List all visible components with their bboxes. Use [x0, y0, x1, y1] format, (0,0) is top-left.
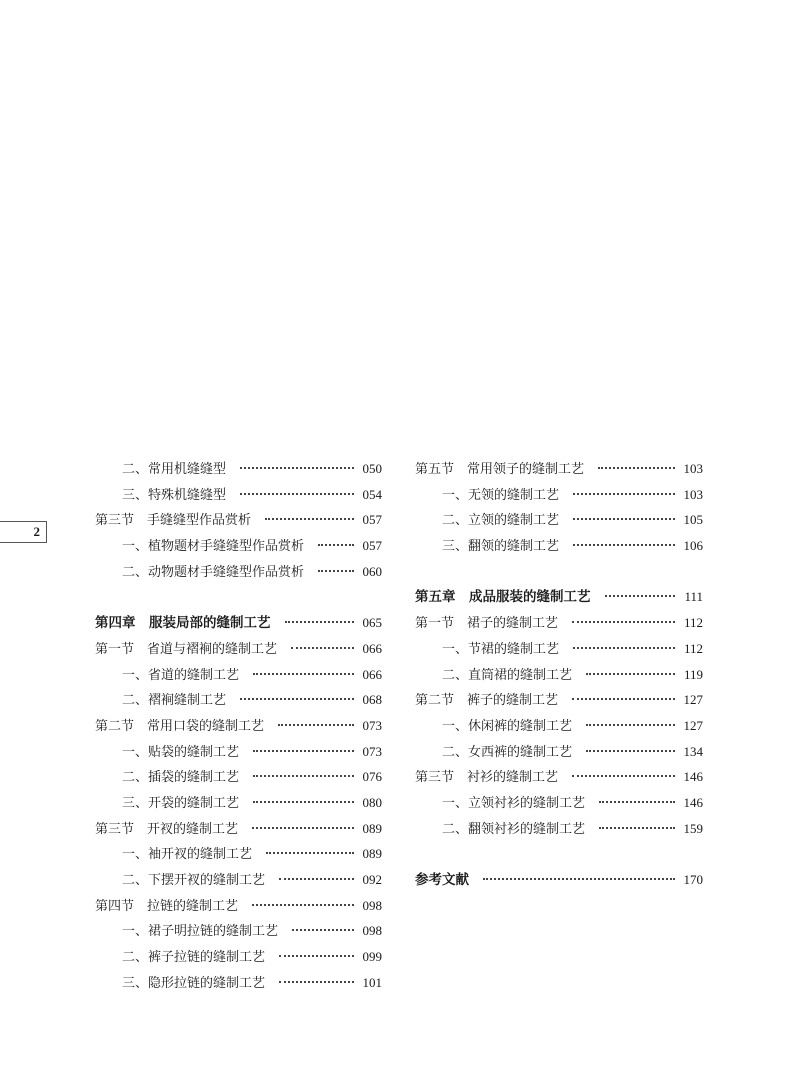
toc-entry[interactable] [415, 739, 703, 765]
toc-entry[interactable] [95, 662, 382, 688]
toc-right-column [415, 456, 703, 893]
toc-entry[interactable] [415, 636, 703, 662]
toc-entry-page: 076 [362, 769, 382, 785]
chapter-spacer [95, 584, 382, 610]
toc-section-label: 第三节 手缝缝型作品赏析 [95, 513, 252, 529]
toc-entry[interactable] [415, 482, 703, 508]
dot-leader [318, 570, 354, 572]
toc-entry-page: 066 [362, 666, 382, 682]
dot-leader [279, 981, 354, 983]
toc-entry-label: 二、褶裥缝制工艺 [122, 693, 227, 709]
toc-section-page: 098 [362, 897, 382, 913]
dot-leader [598, 467, 675, 469]
toc-section-page: 073 [362, 717, 382, 733]
toc-entry[interactable] [95, 918, 382, 944]
toc-entry-page: 112 [683, 640, 703, 656]
dot-leader [572, 775, 675, 777]
toc-section-label: 第五节 常用领子的缝制工艺 [415, 462, 585, 477]
toc-entry-page: 098 [362, 923, 382, 939]
toc-entry[interactable] [95, 944, 382, 970]
dot-leader [291, 647, 354, 649]
dot-leader [572, 621, 675, 623]
toc-entry[interactable] [95, 790, 382, 816]
dot-leader [252, 827, 354, 829]
toc-entry-label: 二、立领的缝制工艺 [442, 513, 560, 529]
toc-entry-label: 二、常用机缝缝型 [122, 462, 227, 477]
toc-entry-page: 068 [362, 692, 382, 708]
toc-entry-page: 105 [683, 512, 703, 528]
toc-entry-page: 159 [683, 820, 703, 836]
toc-entry-page: 101 [362, 974, 382, 990]
toc-section[interactable] [95, 893, 382, 919]
toc-entry-label: 一、贴袋的缝制工艺 [122, 744, 240, 760]
toc-section[interactable] [415, 687, 703, 713]
toc-entry-label: 一、植物题材手缝缝型作品赏析 [122, 539, 305, 555]
toc-entry-label: 一、立领衬衫的缝制工艺 [442, 795, 586, 811]
toc-entry-label: 一、裙子明拉链的缝制工艺 [122, 924, 279, 940]
dot-leader [279, 878, 354, 880]
toc-section-label: 第四节 拉链的缝制工艺 [95, 898, 239, 914]
toc-section-page: 146 [683, 769, 703, 785]
toc-entry-label: 一、无领的缝制工艺 [442, 487, 560, 503]
toc-entry-page: 080 [362, 794, 382, 810]
toc-section[interactable] [95, 816, 382, 842]
toc-section-label: 第一节 省道与褶裥的缝制工艺 [95, 641, 278, 657]
toc-entry[interactable] [415, 533, 703, 559]
toc-section-label: 第二节 裤子的缝制工艺 [415, 693, 559, 709]
chapter-spacer [415, 841, 703, 867]
toc-entry-label: 二、裤子拉链的缝制工艺 [122, 950, 266, 966]
toc-entry-page: 089 [362, 846, 382, 862]
toc-chapter-page: 111 [684, 589, 703, 605]
toc-entry-label: 二、动物题材手缝缝型作品赏析 [122, 564, 305, 580]
toc-entry-label: 二、直筒裙的缝制工艺 [442, 667, 573, 683]
toc-section-page: 066 [362, 640, 382, 656]
dot-leader [278, 724, 354, 726]
toc-section[interactable] [95, 636, 382, 662]
dot-leader [253, 801, 354, 803]
dot-leader [483, 878, 675, 880]
toc-entry-label: 一、袖开衩的缝制工艺 [122, 847, 253, 863]
toc-entry-label: 二、插袋的缝制工艺 [122, 770, 240, 786]
toc-entry-label: 二、下摆开衩的缝制工艺 [122, 873, 266, 888]
toc-entry[interactable] [415, 662, 703, 688]
toc-entry[interactable] [95, 764, 382, 790]
toc-entry[interactable] [95, 739, 382, 765]
toc-references[interactable] [415, 867, 703, 893]
dot-leader [586, 750, 675, 752]
toc-entry-label: 三、特殊机缝缝型 [122, 487, 227, 503]
toc-entry-label: 一、节裙的缝制工艺 [442, 641, 560, 657]
toc-section[interactable] [95, 713, 382, 739]
toc-entry[interactable] [95, 970, 382, 996]
toc-section-label: 第三节 开衩的缝制工艺 [95, 821, 239, 837]
toc-entry-page: 057 [362, 538, 382, 554]
toc-section[interactable] [415, 456, 703, 482]
toc-left-column [95, 456, 382, 995]
toc-entry[interactable] [415, 790, 703, 816]
toc-entry-label: 二、女西裤的缝制工艺 [442, 744, 573, 760]
toc-references-label: 参考文献 [415, 872, 469, 888]
dot-leader [599, 801, 675, 803]
dot-leader [240, 493, 354, 495]
dot-leader [285, 621, 355, 623]
toc-entry[interactable] [95, 867, 382, 893]
toc-entry[interactable] [95, 456, 382, 482]
chapter-spacer [415, 559, 703, 585]
toc-section-page: 103 [683, 461, 703, 476]
toc-section-page: 057 [362, 512, 382, 528]
toc-entry-label: 一、休闲裤的缝制工艺 [442, 718, 573, 734]
toc-entry-label: 三、隐形拉链的缝制工艺 [122, 975, 266, 991]
toc-entry[interactable] [95, 841, 382, 867]
toc-chapter[interactable] [95, 610, 382, 636]
dot-leader [318, 544, 354, 546]
toc-entry-page: 146 [683, 794, 703, 810]
toc-entry[interactable] [415, 713, 703, 739]
toc-chapter-label: 第四章 服装局部的缝制工艺 [95, 615, 271, 632]
dot-leader [266, 852, 354, 854]
toc-entry-page: 106 [683, 538, 703, 554]
toc-entry[interactable] [415, 816, 703, 842]
toc-entry-page: 134 [683, 743, 703, 759]
dot-leader [240, 467, 354, 469]
dot-leader [573, 518, 675, 520]
toc-chapter[interactable] [415, 584, 703, 610]
dot-leader [253, 750, 354, 752]
toc-entry-label: 一、省道的缝制工艺 [122, 667, 240, 683]
toc-chapter-label: 第五章 成品服装的缝制工艺 [415, 589, 591, 606]
dot-leader [292, 929, 354, 931]
dot-leader [265, 518, 354, 520]
page-number: 2 [0, 521, 47, 543]
toc-section-page: 127 [683, 692, 703, 708]
toc-entry[interactable] [95, 533, 382, 559]
dot-leader [605, 595, 676, 597]
dot-leader [573, 493, 675, 495]
toc-entry-page: 119 [683, 666, 703, 682]
toc-section-label: 第一节 裙子的缝制工艺 [415, 616, 559, 632]
toc-entry-page: 050 [362, 461, 382, 476]
dot-leader [253, 673, 354, 675]
toc-section-label: 第二节 常用口袋的缝制工艺 [95, 718, 265, 734]
toc-entry-page: 099 [362, 949, 382, 965]
toc-section-page: 112 [683, 615, 703, 631]
dot-leader [279, 955, 354, 957]
dot-leader [253, 775, 354, 777]
toc-entry[interactable] [95, 687, 382, 713]
toc-entry-page: 054 [362, 486, 382, 502]
toc-entry[interactable] [415, 507, 703, 533]
toc-entry-page: 092 [362, 872, 382, 887]
toc-entry-label: 二、翻领衬衫的缝制工艺 [442, 821, 586, 837]
toc-section[interactable] [415, 610, 703, 636]
dot-leader [573, 647, 675, 649]
toc-entry[interactable] [95, 482, 382, 508]
dot-leader [252, 904, 354, 906]
dot-leader [572, 698, 675, 700]
dot-leader [586, 673, 675, 675]
toc-section-label: 第三节 衬衫的缝制工艺 [415, 770, 559, 786]
dot-leader [240, 698, 354, 700]
dot-leader [586, 724, 675, 726]
toc-section[interactable] [415, 764, 703, 790]
toc-chapter-page: 065 [362, 615, 382, 631]
toc-entry-label: 三、开袋的缝制工艺 [122, 795, 240, 811]
toc-references-page: 170 [683, 872, 703, 887]
toc-entry-page: 127 [683, 717, 703, 733]
toc-entry[interactable] [95, 559, 382, 585]
toc-entry-label: 三、翻领的缝制工艺 [442, 539, 560, 555]
toc-section[interactable] [95, 507, 382, 533]
dot-leader [573, 544, 675, 546]
toc-entry-page: 073 [362, 743, 382, 759]
toc-entry-page: 103 [683, 486, 703, 502]
toc-section-page: 089 [362, 820, 382, 836]
dot-leader [599, 827, 675, 829]
toc-entry-page: 060 [362, 563, 382, 579]
